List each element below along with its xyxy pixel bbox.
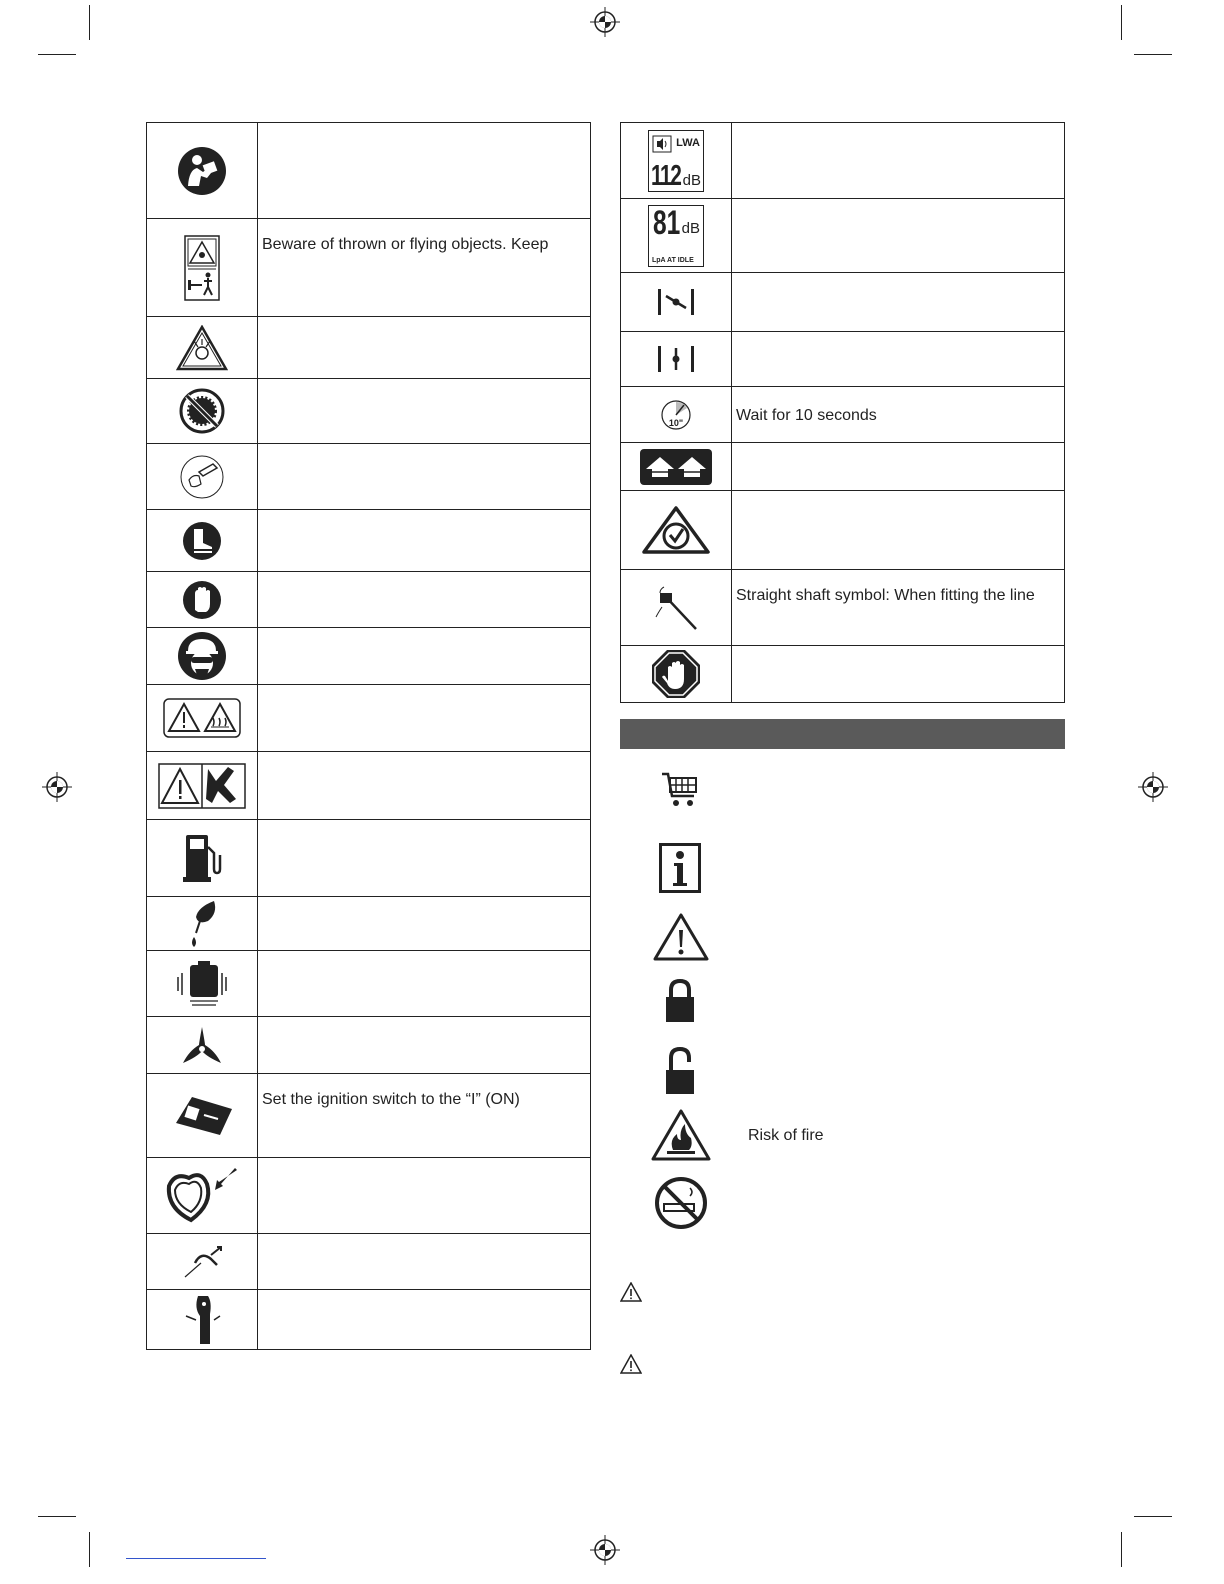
table-row [621,332,1065,387]
head-eye-ear-protection-icon [177,631,227,681]
badge-value: 81 [653,203,681,242]
row-text [258,951,591,1017]
row-text: Wait for 10 seconds [732,387,1065,443]
registration-mark-icon [590,1535,620,1565]
table-row [147,951,591,1017]
rcm-mark-icon [641,505,711,555]
table-row [147,572,591,628]
row-text [732,646,1065,703]
row-text [732,199,1065,273]
timer-label: 10" [668,417,684,428]
row-text [732,123,1065,199]
table-row [147,1234,591,1290]
table-row [621,199,1065,273]
table-row [621,646,1065,703]
row-text: Beware of thrown or flying objects. Keep [258,219,591,317]
table-row [621,443,1065,491]
crop-mark [1121,5,1122,40]
table-row [621,387,1065,443]
gloves-icon [182,580,222,620]
row-text [258,820,591,897]
thrown-objects-icon [184,235,220,301]
no-saw-blade-icon [179,388,225,434]
three-tooth-blade-icon [181,1025,223,1065]
row-text: Set the ignition switch to the “I” (ON) [258,1074,591,1158]
table-row [147,1074,591,1158]
pull-start-icon [181,1245,223,1279]
table-row [621,570,1065,646]
row-text [732,491,1065,570]
section-header-bar [620,719,1065,749]
row-text [258,1290,591,1350]
table-row [147,379,591,444]
crop-mark [89,1532,90,1567]
table-row [147,1290,591,1350]
row-text [258,510,591,572]
read-manual-icon [177,146,227,196]
row-text [258,1234,591,1290]
registration-mark-icon [590,7,620,37]
stop-hand-icon [651,649,701,699]
ignition-switch-icon [170,1093,234,1139]
crop-mark [1121,1532,1122,1567]
row-text [732,332,1065,387]
no-smoking-icon [654,1176,708,1230]
row-text [258,444,591,510]
unlock-icon [664,1046,696,1096]
crop-mark [1134,1516,1172,1517]
row-text [258,1158,591,1234]
table-row [147,510,591,572]
fire-warning-icon [651,1108,711,1162]
row-text [258,379,591,444]
row-text [258,628,591,685]
row-text [732,443,1065,491]
sound-power-icon [648,130,704,192]
risk-of-fire-text: Risk of fire [748,1127,824,1144]
crop-mark [38,54,76,55]
right-symbol-table [620,122,1065,703]
table-row [147,685,591,752]
row-text [258,572,591,628]
hot-surface-icon [163,698,241,738]
crop-mark [1134,54,1172,55]
registration-mark-icon [1138,772,1168,802]
row-text [258,317,591,379]
throttle-trigger-icon [180,1294,224,1346]
badge-label: LpA AT IDLE [652,256,694,264]
table-row [621,273,1065,332]
badge-value: 112 [651,159,681,192]
choke-closed-icon [656,288,696,316]
blue-rule [126,1558,266,1559]
primer-bulb-icon [161,1164,243,1228]
row-text [258,123,591,219]
engine-vibration-icon [170,961,234,1007]
hand-cut-icon [179,454,225,500]
crop-mark [89,5,90,40]
warning-icon [620,1282,642,1302]
table-row [147,752,591,820]
straight-shaft-icon [652,583,700,633]
badge-unit: dB [682,171,701,189]
crop-mark [38,1516,76,1517]
boots-icon [182,521,222,561]
row-text [258,897,591,951]
table-row [147,1017,591,1074]
table-row [147,820,591,897]
table-row [147,123,591,219]
cart-icon [660,770,700,810]
warning-icon [620,1354,642,1374]
registration-mark-icon [42,772,72,802]
warning-thrown-icon [176,325,228,371]
table-row [147,219,591,317]
row-text [732,273,1065,332]
row-text [258,752,591,820]
table-row [621,123,1065,199]
table-row [147,317,591,379]
table-row [147,628,591,685]
badge-unit: dB [681,219,700,237]
wait-timer-icon [660,399,692,431]
lock-icon [664,978,696,1024]
sound-pressure-icon [648,205,704,267]
table-row [147,897,591,951]
table-row [147,444,591,510]
rotating-parts-icon [158,763,246,809]
table-row [621,491,1065,570]
table-row [147,1158,591,1234]
row-text [258,685,591,752]
row-text: Straight shaft symbol: When fitting the line [732,570,1065,646]
fuel-pump-icon [182,833,222,883]
row-text [258,1017,591,1074]
warning-icon [653,912,709,962]
badge-label: LWA [676,136,700,149]
info-icon [659,843,701,893]
left-symbol-table [146,122,591,1350]
choke-open-icon [656,345,696,373]
oil-drop-icon [184,899,220,949]
double-arrow-up-icon [640,449,712,485]
